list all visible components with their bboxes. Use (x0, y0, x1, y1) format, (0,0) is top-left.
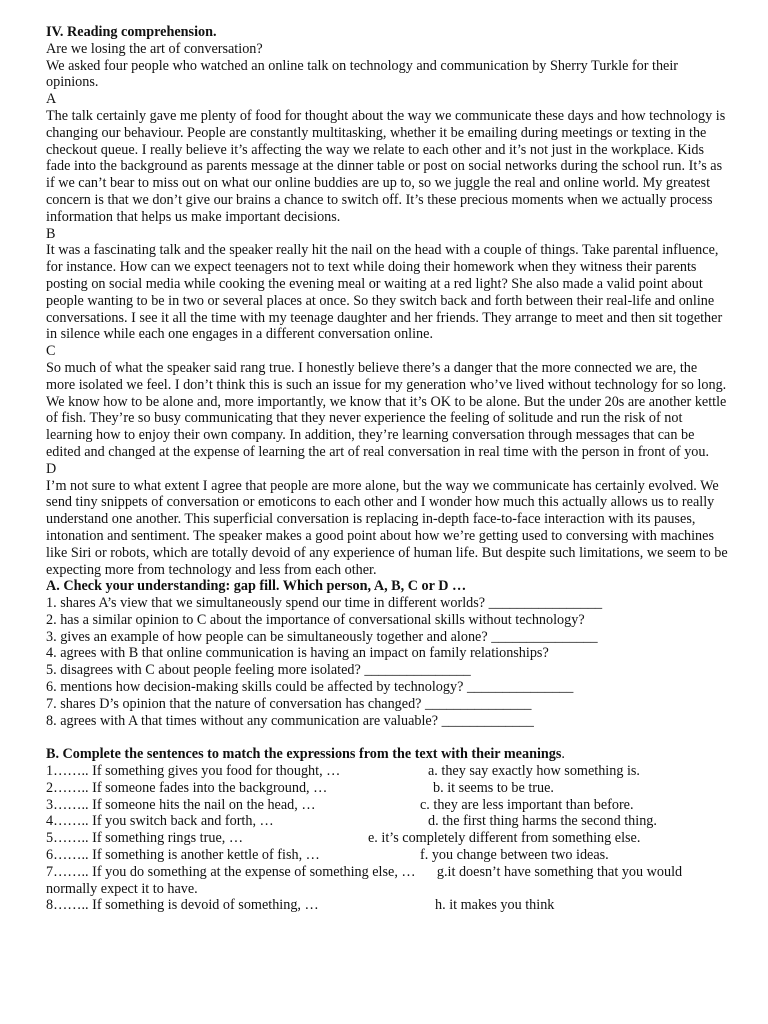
match-row (46, 830, 728, 847)
part-a-heading: A. Check your understanding: gap fill. Which person, A, B, C or D … (46, 578, 467, 595)
answer-blank[interactable]: _____________ (438, 712, 534, 729)
section-heading: IV. Reading comprehension. (46, 24, 217, 40)
passage-text: It was a fascinating talk and the speaker really hit the nail on the head with a couple of things. Take parental influence, for instance. How can we expect teenagers not to text while doing their homework when they witness their parents posting on social media while cooking the evening meal or waiting at a red light? She also made a valid point about people wanting to be in two or several places at once. So they switch back and forth between their real-life and online conversations. I see it all the time with my teenage daughter and her friends. They arrange to meet and then sit together in silence while each one engages in a different conversation online. (46, 242, 723, 343)
question-text: 4. agrees with B that online communication is having an impact on family relationships? (46, 645, 549, 662)
answer-blank[interactable]: ________________ (485, 595, 603, 612)
question-text: 7. shares D’s opinion that the nature of conversation has changed? (46, 695, 422, 712)
meaning: g.it doesn’t have something that you would normally expect it to have. (46, 863, 683, 897)
expression: 1…….. If something gives you food for thought, … (46, 763, 341, 780)
expression: 6…….. If something is another kettle of fish, … (46, 847, 320, 864)
question-item (46, 612, 728, 629)
passage-letter: B (46, 225, 56, 242)
passage-letter: C (46, 343, 56, 360)
question-item (46, 662, 728, 679)
expression: 3…….. If someone hits the nail on the head, … (46, 796, 316, 813)
question-item (46, 679, 728, 696)
answer-blank[interactable]: _______________ (487, 628, 598, 645)
match-row (46, 763, 728, 780)
meaning: b. it seems to be true. (433, 779, 554, 796)
question-text: 6. mentions how decision-making skills could be affected by technology? (46, 679, 464, 696)
meaning: c. they are less important than before. (420, 796, 634, 813)
question-text: 8. agrees with A that times without any communication are valuable? (46, 712, 439, 729)
passage-letter: A (46, 91, 57, 108)
question-item (46, 696, 728, 713)
question-item (46, 713, 728, 730)
meaning: f. you change between two ideas. (420, 847, 609, 864)
expression: 4…….. If you switch back and forth, … (46, 813, 274, 830)
passage-text: So much of what the speaker said rang true. I honestly believe there’s a danger that the more connected we are, the more isolated we feel. I don’t think this is such an issue for my generation who’ve lived without technology for so long. We know how to be alone and, more importantly, we know that it’s OK to be alone. But the under 20s are another kettle of fish. They’re so busy communicating that they never experience the feeling of solitude and run the risk of not learning how to enjoy their own company. In addition, they’re learning conversation through messages that can be edited and changed at the expense of learning the art of real conversation in real time with the person in front of you. (46, 359, 727, 460)
expression: 8…….. If something is devoid of something, … (46, 897, 319, 914)
match-row (46, 897, 728, 914)
part-b-heading-period: . (561, 746, 565, 763)
passage-text: I’m not sure to what extent I agree that people are more alone, but the way we communicate has certainly evolved. We send tiny snippets of conversation or emoticons to each other and I wonder how much this actually allows us to really understand one another. This superficial conversation is replacing in-depth face-to-face interaction with its pauses, intonation and sentiment. The speaker makes a good point about how we’re getting used to conversing with machines like Siri or robots, which are totally devoid of any experience of human life. But despite such limitations, we seem to be expecting more from technology and less from each other. (46, 477, 728, 578)
meaning: e. it’s completely different from something else. (368, 830, 641, 847)
part-b-heading-text: B. Complete the sentences to match the expressions from the text with their meanings (46, 746, 562, 763)
expression: 7…….. If you do something at the expense of something else, … (46, 863, 416, 880)
match-row (46, 797, 728, 814)
part-b-heading (46, 746, 728, 763)
article-intro: We asked four people who watched an online talk on technology and communication by Sherry Turkle for their opinions. (46, 57, 679, 91)
expression: 5…….. If something rings true, … (46, 830, 244, 847)
passage-text: The talk certainly gave me plenty of food for thought about the way we communicate these days and how technology is changing our behaviour. People are constantly multitasking, whether it be emailing during meetings or texting in the checkout queue. I really believe it’s affecting the way we relate to each other and it’s not just in the workplace. Kids fade into the background as parents message at the dinner table or post on social networks during the school run. It’s as if we can’t bear to miss out on what our online buddies are up to, so we juggle the real and online world. My greatest concern is that we don’t give our brains a chance to switch off. It’s these precious moments when we actually process information that helps us make important decisions. (46, 107, 726, 225)
meaning: a. they say exactly how something is. (428, 763, 640, 780)
spacer (46, 729, 728, 746)
question-text: 3. gives an example of how people can be simultaneously together and alone? (46, 628, 488, 645)
match-row (46, 813, 728, 830)
match-row (46, 780, 728, 797)
answer-blank[interactable]: _______________ (421, 695, 532, 712)
question-text: 5. disagrees with C about people feeling more isolated? (46, 662, 361, 679)
passage-letter: D (46, 460, 57, 477)
article-title: Are we losing the art of conversation? (46, 40, 263, 57)
question-item (46, 629, 728, 646)
question-item (46, 595, 728, 612)
question-item (46, 645, 728, 662)
answer-blank[interactable]: _______________ (360, 662, 471, 679)
meaning: d. the first thing harms the second thing. (428, 813, 657, 830)
answer-blank[interactable]: _______________ (463, 679, 574, 696)
question-text: 1. shares A’s view that we simultaneously spend our time in different worlds? (46, 595, 486, 612)
expression: 2…….. If someone fades into the background, … (46, 779, 328, 796)
question-text: 2. has a similar opinion to C about the importance of conversational skills without technology? (46, 611, 585, 628)
match-row (46, 847, 728, 864)
meaning: h. it makes you think (435, 897, 555, 914)
match-row (46, 864, 728, 898)
